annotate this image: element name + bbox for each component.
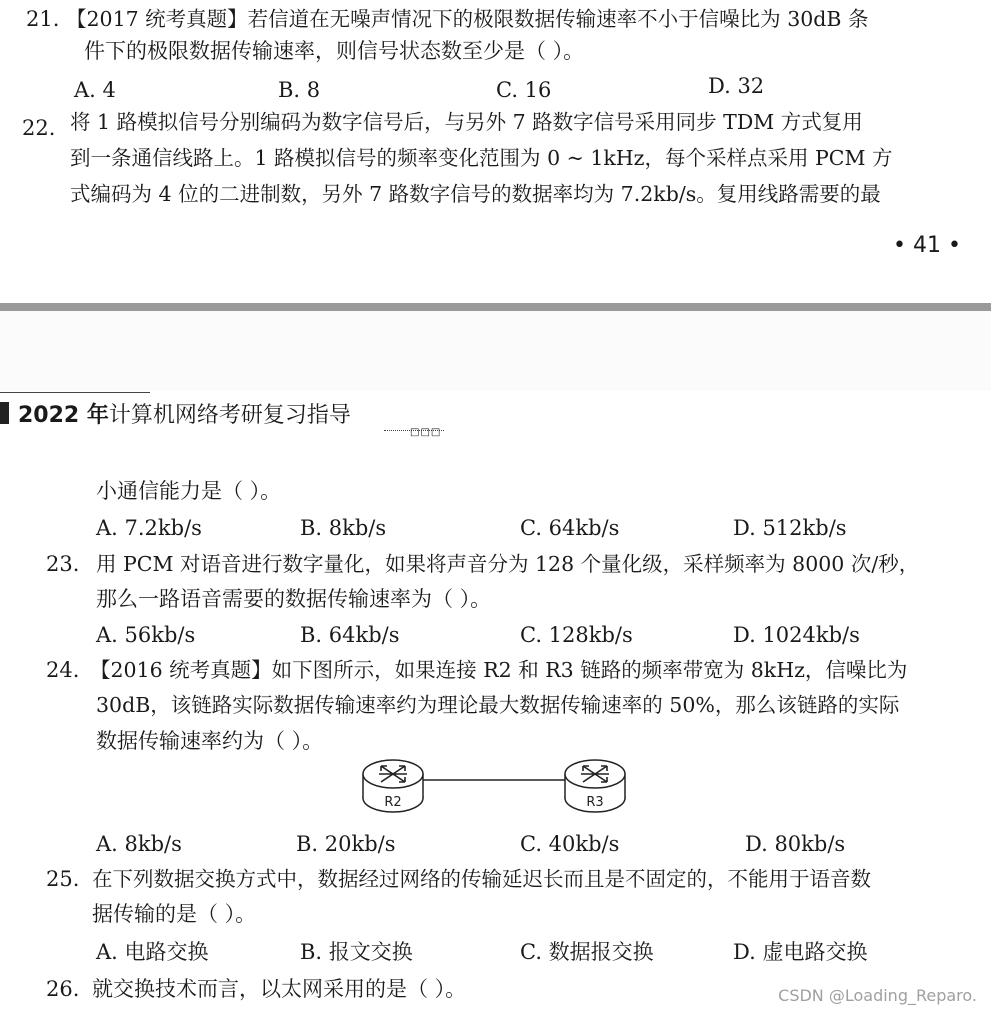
option-b: B. 报文交换 [300, 940, 413, 964]
question-text: 小通信能力是（ ）。 [96, 479, 282, 503]
option-c: C. 128kb/s [520, 623, 633, 647]
question-text: 30dB，该链路实际数据传输速率约为理论最大数据传输速率的 50%，那么该链路的实际 [96, 693, 900, 717]
page-separator [0, 303, 991, 311]
header-marker [0, 402, 9, 424]
question-text: 【2016 统考真题】如下图所示，如果连接 R2 和 R3 链路的频率带宽为 8kHz，信噪比为 [90, 658, 908, 682]
option-c: C. 64kb/s [520, 516, 620, 540]
network-diagram [355, 750, 635, 818]
option-a: A. 4 [74, 78, 116, 102]
option-a: A. 7.2kb/s [96, 516, 202, 540]
question-text: 就交换技术而言，以太网采用的是（ ）。 [92, 977, 467, 1001]
question-number: 21. [26, 7, 60, 31]
option-b: B. 20kb/s [296, 832, 396, 856]
question-text: 那么一路语音需要的数据传输速率为（ ）。 [96, 587, 492, 611]
question-text: 在下列数据交换方式中，数据经过网络的传输延迟长而且是不固定的，不能用于语音数 [92, 867, 871, 891]
option-c: C. 16 [496, 78, 552, 102]
option-d: D. 虚电路交换 [733, 940, 868, 964]
question-text: 式编码为 4 位的二进制数，另外 7 路数字信号的数据率均为 7.2kb/s。复用线路需要的最 [70, 182, 881, 206]
question-number: 23. [46, 552, 80, 576]
running-header [18, 398, 351, 429]
question-text: 件下的极限数据传输速率，则信号状态数至少是（ ）。 [84, 39, 585, 63]
option-c: C. 数据报交换 [520, 940, 654, 964]
question-text: 用 PCM 对语音进行数字量化，如果将声音分为 128 个量化级，采样频率为 8000 次/秒， [96, 552, 920, 576]
option-d: D. 512kb/s [733, 516, 847, 540]
router-r3-label: R3 [586, 795, 604, 810]
question-text: 【2017 统考真题】若信道在无噪声情况下的极限数据传输速率不小于信噪比为 30dB 条 [66, 7, 869, 31]
question-text: 据传输的是（ ）。 [92, 902, 257, 926]
question-number: 25. [46, 867, 80, 891]
watermark: CSDN @Loading_Reparo. [778, 986, 977, 1005]
option-b: B. 64kb/s [300, 623, 400, 647]
option-d: D. 80kb/s [745, 832, 846, 856]
option-a: A. 56kb/s [96, 623, 196, 647]
question-number: 26. [46, 977, 80, 1001]
option-d: D. 1024kb/s [733, 623, 860, 647]
header-rule [0, 392, 150, 393]
header-title: 计算机网络考研复习指导 [108, 403, 351, 428]
router-r2-label: R2 [384, 795, 402, 810]
question-number: 22. [22, 116, 56, 140]
question-text: 数据传输速率约为（ ）。 [96, 729, 324, 753]
option-a: A. 8kb/s [96, 832, 182, 856]
question-text: 将 1 路模拟信号分别编码为数字信号后，与另外 7 路数字信号采用同步 TDM 方式复用 [70, 110, 863, 134]
header-year: 2022 年 [18, 403, 109, 428]
header-squares: □□□ [410, 427, 442, 438]
question-text: 到一条通信线路上。1 路模拟信号的频率变化范围为 0 ~ 1kHz，每个采样点采用 PCM 方 [70, 146, 893, 170]
page-number: • 41 • [893, 233, 961, 258]
question-number: 24. [46, 658, 80, 682]
option-d: D. 32 [708, 74, 765, 98]
option-b: B. 8 [278, 78, 321, 102]
option-a: A. 电路交换 [96, 940, 209, 964]
option-b: B. 8kb/s [300, 516, 387, 540]
option-c: C. 40kb/s [520, 832, 620, 856]
page-gap [0, 311, 991, 391]
